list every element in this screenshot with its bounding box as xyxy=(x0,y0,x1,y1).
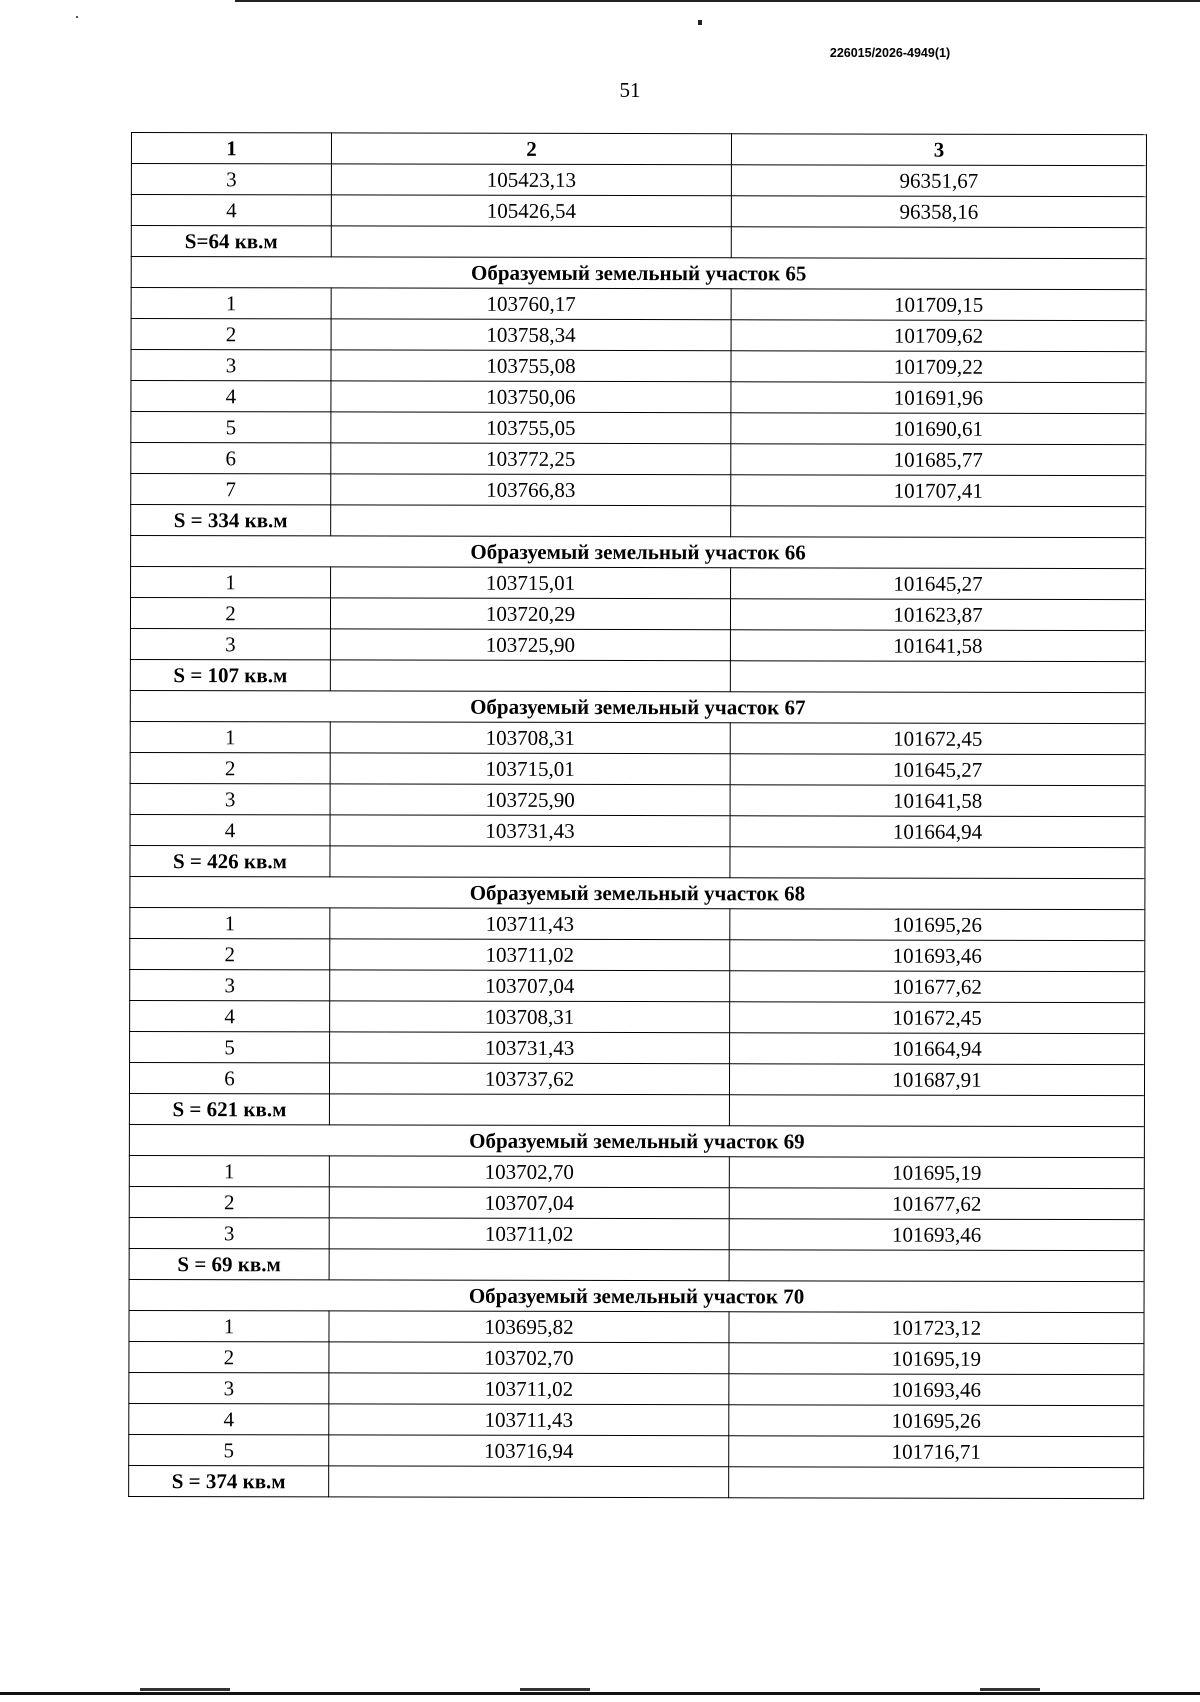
point-number-cell: 5 xyxy=(129,1434,329,1465)
coordinate-y-cell: 101677,62 xyxy=(730,971,1145,1003)
column-header-row xyxy=(131,133,1146,166)
coordinate-y-cell: 101716,71 xyxy=(729,1436,1144,1468)
coordinate-x-cell: 103737,62 xyxy=(329,1063,729,1095)
parcel-title-row xyxy=(130,876,1145,909)
scan-dot-mark xyxy=(698,20,702,25)
point-number-cell: 3 xyxy=(129,1372,329,1403)
coordinate-y-cell: 101685,77 xyxy=(731,444,1146,476)
empty-cell xyxy=(729,1095,1144,1127)
coordinate-x-cell: 103725,90 xyxy=(330,629,730,661)
point-number-cell: 2 xyxy=(130,598,330,629)
point-number-cell: 4 xyxy=(130,1000,330,1031)
point-row xyxy=(131,195,1146,228)
column-header-2: 2 xyxy=(331,133,731,165)
point-number-cell: 2 xyxy=(129,1341,329,1372)
coordinate-y-cell: 101664,94 xyxy=(730,1033,1145,1065)
coordinate-y-cell: 101693,46 xyxy=(729,1374,1144,1406)
empty-cell xyxy=(330,846,730,878)
coordinate-y-cell: 101687,91 xyxy=(729,1064,1144,1096)
coordinate-x-cell: 103715,01 xyxy=(331,567,731,599)
point-row xyxy=(130,598,1145,631)
coordinate-x-cell: 103702,70 xyxy=(329,1156,729,1188)
parcel-title-row xyxy=(129,1279,1144,1312)
area-cell: S = 69 кв.м xyxy=(129,1248,329,1279)
parcel-title-row xyxy=(130,690,1145,723)
coordinate-y-cell: 101695,26 xyxy=(730,909,1145,941)
coordinate-x-cell: 103707,04 xyxy=(330,970,730,1002)
point-row xyxy=(129,1186,1144,1219)
point-row xyxy=(129,1155,1144,1188)
coordinate-x-cell: 103711,43 xyxy=(330,908,730,940)
point-number-cell: 1 xyxy=(130,721,330,752)
coordinate-x-cell: 103711,02 xyxy=(329,1373,729,1405)
point-number-cell: 5 xyxy=(130,1031,330,1062)
coordinates-sheet xyxy=(128,132,1147,1499)
empty-cell xyxy=(329,1094,729,1126)
coordinate-y-cell: 101677,62 xyxy=(729,1188,1144,1220)
coordinate-y-cell: 101672,45 xyxy=(730,723,1145,755)
point-row xyxy=(129,1341,1144,1374)
point-number-cell: 3 xyxy=(129,1217,329,1248)
point-row xyxy=(130,628,1145,661)
point-row xyxy=(130,938,1145,971)
point-number-cell: 3 xyxy=(131,350,331,381)
point-row xyxy=(131,381,1146,414)
area-row xyxy=(131,226,1146,259)
coordinate-x-cell: 105426,54 xyxy=(331,195,731,227)
point-row xyxy=(130,783,1145,816)
coordinate-x-cell: 103731,43 xyxy=(330,1032,730,1064)
point-number-cell: 2 xyxy=(130,938,330,969)
coordinate-y-cell: 101690,61 xyxy=(731,413,1146,445)
coordinate-x-cell: 103707,04 xyxy=(329,1187,729,1219)
area-row xyxy=(129,1248,1144,1281)
coordinate-x-cell: 103708,31 xyxy=(330,722,730,754)
point-number-cell: 6 xyxy=(131,443,331,474)
coordinate-x-cell: 103750,06 xyxy=(331,381,731,413)
coordinate-y-cell: 101695,19 xyxy=(729,1157,1144,1189)
coordinate-y-cell: 101693,46 xyxy=(729,1219,1144,1251)
parcel-title-cell: Образуемый земельный участок 67 xyxy=(130,690,1145,723)
parcel-title-cell: Образуемый земельный участок 69 xyxy=(129,1124,1144,1157)
document-number: 226015/2026-4949(1) xyxy=(829,46,951,60)
empty-cell xyxy=(331,226,731,258)
point-number-cell: 7 xyxy=(131,474,331,505)
column-header-1: 1 xyxy=(131,133,331,164)
coordinate-y-cell: 101672,45 xyxy=(730,1002,1145,1034)
coordinate-y-cell: 101623,87 xyxy=(730,599,1145,631)
empty-cell xyxy=(329,1249,729,1281)
empty-cell xyxy=(729,1467,1144,1499)
point-row xyxy=(131,319,1146,352)
area-row xyxy=(129,1465,1144,1498)
point-number-cell: 1 xyxy=(131,567,331,598)
empty-cell xyxy=(329,1466,729,1498)
scan-bottom-mark xyxy=(520,1688,590,1691)
coordinate-y-cell: 101664,94 xyxy=(730,816,1145,848)
coordinate-y-cell: 101723,12 xyxy=(729,1312,1144,1344)
empty-cell xyxy=(330,660,730,692)
point-number-cell: 3 xyxy=(130,969,330,1000)
point-row xyxy=(129,1310,1144,1343)
coordinate-y-cell: 101707,41 xyxy=(731,475,1146,507)
point-row xyxy=(130,814,1145,847)
area-cell: S = 621 кв.м xyxy=(129,1093,329,1124)
area-row xyxy=(130,845,1145,878)
point-row xyxy=(129,1217,1144,1250)
coordinate-y-cell: 101641,58 xyxy=(730,630,1145,662)
point-number-cell: 4 xyxy=(131,381,331,412)
coordinate-x-cell: 103725,90 xyxy=(330,784,730,816)
point-number-cell: 1 xyxy=(130,907,330,938)
coordinate-x-cell: 103695,82 xyxy=(329,1311,729,1343)
point-number-cell: 3 xyxy=(131,164,331,195)
coordinate-y-cell: 101693,46 xyxy=(730,940,1145,972)
coordinate-x-cell: 103720,29 xyxy=(330,598,730,630)
point-number-cell: 5 xyxy=(131,412,331,443)
parcel-title-cell: Образуемый земельный участок 65 xyxy=(131,257,1146,290)
coordinate-x-cell: 103758,34 xyxy=(331,319,731,351)
coordinate-x-cell: 103708,31 xyxy=(330,1001,730,1033)
point-number-cell: 1 xyxy=(129,1155,329,1186)
point-row xyxy=(131,350,1146,383)
area-cell: S=64 кв.м xyxy=(131,226,331,257)
coordinates-table xyxy=(128,132,1147,1499)
column-header-3: 3 xyxy=(731,134,1146,166)
parcel-title-row xyxy=(131,536,1146,569)
coordinate-x-cell: 103715,01 xyxy=(330,753,730,785)
point-row xyxy=(130,907,1145,940)
point-row xyxy=(129,1403,1144,1436)
empty-cell xyxy=(731,227,1146,259)
scan-top-edge-line xyxy=(235,0,1200,2)
coordinate-x-cell: 103711,02 xyxy=(330,939,730,971)
coordinate-y-cell: 101645,27 xyxy=(731,568,1146,600)
coordinate-y-cell: 101709,15 xyxy=(731,289,1146,321)
point-row xyxy=(131,567,1146,600)
point-row xyxy=(131,412,1146,445)
parcel-title-row xyxy=(129,1124,1144,1157)
point-row xyxy=(130,721,1145,754)
area-cell: S = 426 кв.м xyxy=(130,845,330,876)
point-row xyxy=(129,1372,1144,1405)
coordinate-y-cell: 101709,62 xyxy=(731,320,1146,352)
coordinate-x-cell: 103711,43 xyxy=(329,1404,729,1436)
area-row xyxy=(129,1093,1144,1126)
area-cell: S = 334 кв.м xyxy=(131,505,331,536)
point-number-cell: 2 xyxy=(131,319,331,350)
coordinate-x-cell: 103716,94 xyxy=(329,1435,729,1467)
coordinate-y-cell: 101709,22 xyxy=(731,351,1146,383)
parcel-title-cell: Образуемый земельный участок 70 xyxy=(129,1279,1144,1312)
point-number-cell: 2 xyxy=(130,752,330,783)
scan-speck-mark xyxy=(76,16,78,18)
coordinate-x-cell: 103702,70 xyxy=(329,1342,729,1374)
coordinate-x-cell: 103711,02 xyxy=(329,1218,729,1250)
point-row xyxy=(130,1000,1145,1033)
coordinate-x-cell: 103766,83 xyxy=(331,474,731,506)
coordinate-y-cell: 96358,16 xyxy=(731,196,1146,228)
coordinate-y-cell: 101641,58 xyxy=(730,785,1145,817)
coordinates-table-body xyxy=(129,133,1147,1499)
coordinate-y-cell: 101695,26 xyxy=(729,1405,1144,1437)
parcel-title-cell: Образуемый земельный участок 66 xyxy=(131,536,1146,569)
coordinate-x-cell: 103755,08 xyxy=(331,350,731,382)
parcel-title-row xyxy=(131,257,1146,290)
point-number-cell: 1 xyxy=(131,288,331,319)
point-number-cell: 4 xyxy=(131,195,331,226)
parcel-title-cell: Образуемый земельный участок 68 xyxy=(130,876,1145,909)
coordinate-y-cell: 96351,67 xyxy=(731,165,1146,197)
coordinate-x-cell: 103731,43 xyxy=(330,815,730,847)
point-number-cell: 4 xyxy=(129,1403,329,1434)
empty-cell xyxy=(730,847,1145,879)
coordinate-y-cell: 101645,27 xyxy=(730,754,1145,786)
empty-cell xyxy=(331,505,731,537)
point-number-cell: 2 xyxy=(129,1186,329,1217)
point-row xyxy=(131,288,1146,321)
point-row xyxy=(131,443,1146,476)
point-row xyxy=(130,1031,1145,1064)
point-row xyxy=(130,752,1145,785)
empty-cell xyxy=(730,661,1145,693)
point-row xyxy=(130,969,1145,1002)
scan-bottom-mark xyxy=(140,1688,230,1691)
point-row xyxy=(129,1434,1144,1467)
coordinate-y-cell: 101695,19 xyxy=(729,1343,1144,1375)
point-number-cell: 1 xyxy=(129,1310,329,1341)
empty-cell xyxy=(729,1250,1144,1282)
area-row xyxy=(130,659,1145,692)
coordinate-x-cell: 103760,17 xyxy=(331,288,731,320)
coordinate-x-cell: 105423,13 xyxy=(331,164,731,196)
point-number-cell: 6 xyxy=(129,1062,329,1093)
point-row xyxy=(131,474,1146,507)
area-cell: S = 374 кв.м xyxy=(129,1465,329,1496)
point-row xyxy=(129,1062,1144,1095)
point-number-cell: 3 xyxy=(130,628,330,659)
scan-bottom-mark xyxy=(980,1688,1040,1691)
page-number: 51 xyxy=(619,78,641,102)
empty-cell xyxy=(731,506,1146,538)
point-number-cell: 3 xyxy=(130,783,330,814)
area-row xyxy=(131,505,1146,538)
area-cell: S = 107 кв.м xyxy=(130,659,330,690)
coordinate-x-cell: 103755,05 xyxy=(331,412,731,444)
coordinate-y-cell: 101691,96 xyxy=(731,382,1146,414)
point-row xyxy=(131,164,1146,197)
scan-bottom-edge-line xyxy=(0,1692,1200,1695)
coordinate-x-cell: 103772,25 xyxy=(331,443,731,475)
point-number-cell: 4 xyxy=(130,814,330,845)
